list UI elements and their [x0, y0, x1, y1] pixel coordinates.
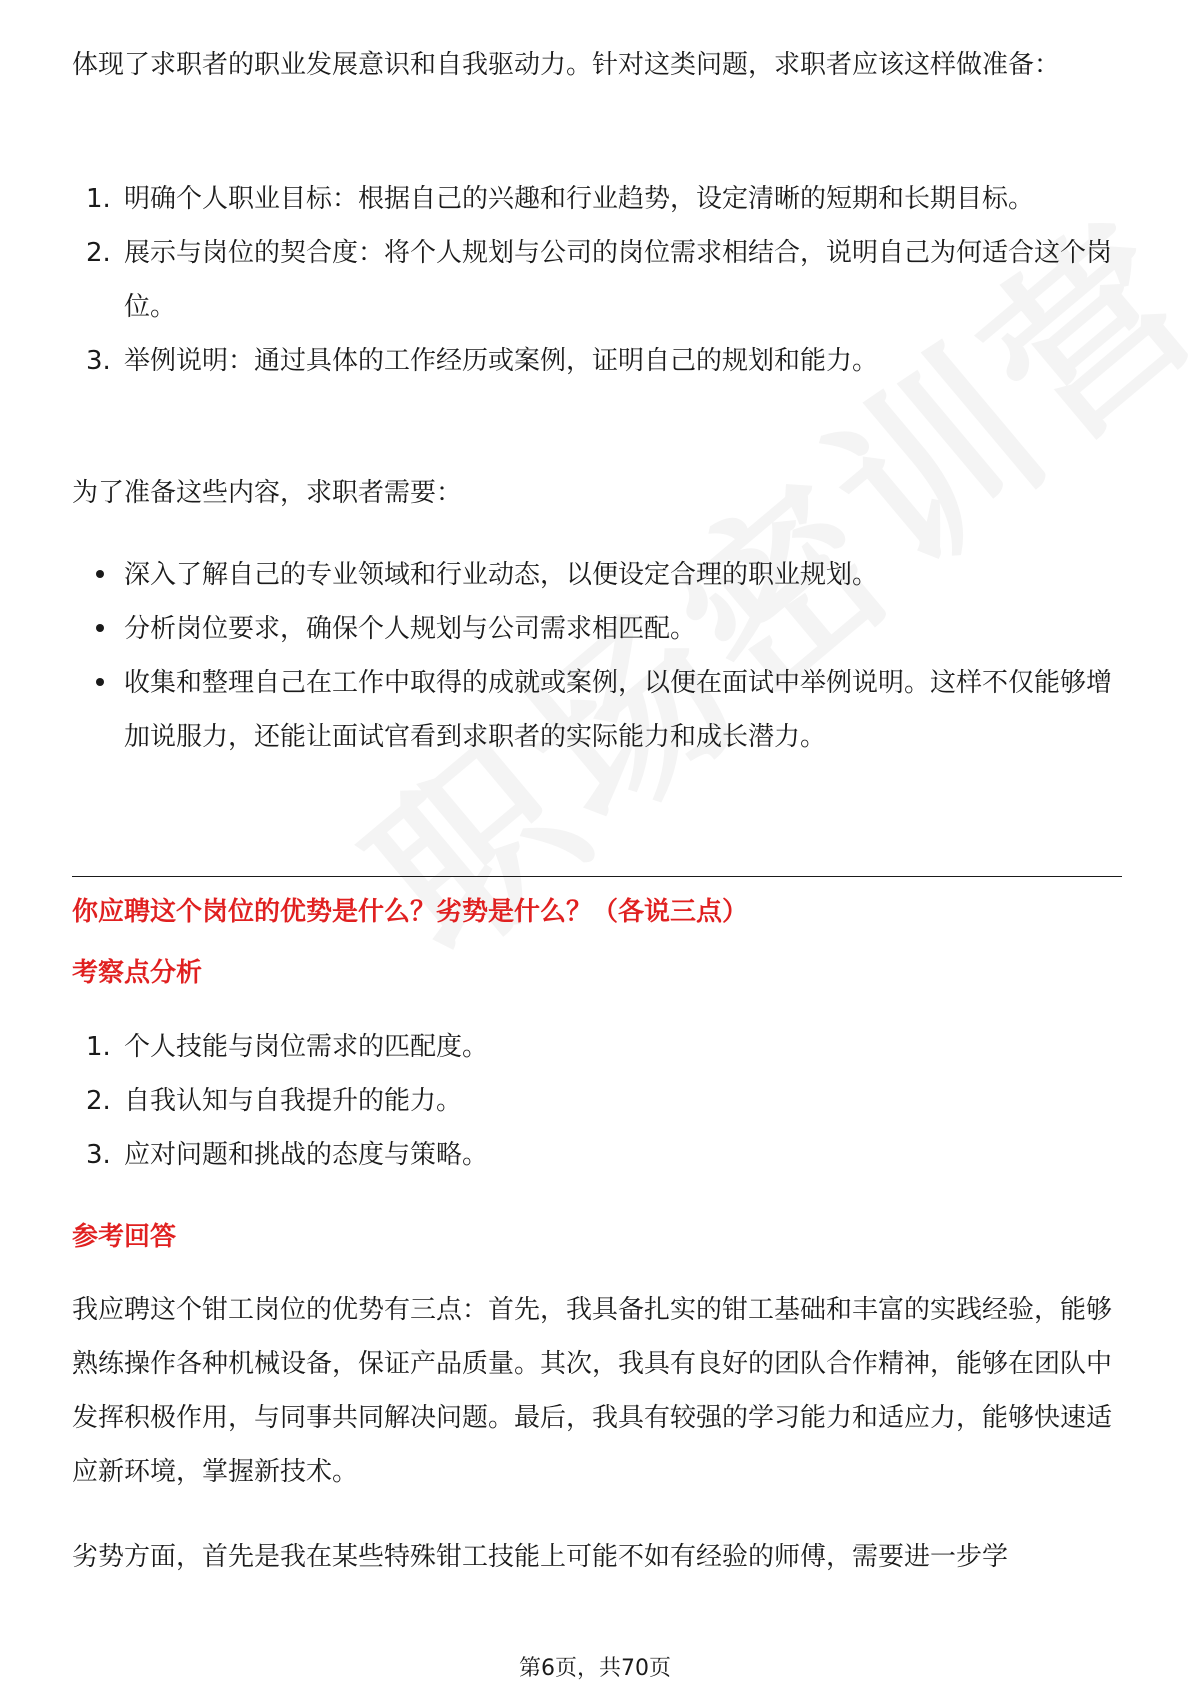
- list-item: [72, 1128, 1122, 1182]
- list-item: [72, 548, 1122, 602]
- bullet-icon: [96, 678, 104, 686]
- list-number: 2.: [86, 1086, 111, 1116]
- intro-paragraph: 体现了求职者的职业发展意识和自我驱动力。针对这类问题，求职者应该这样做准备：: [72, 50, 1061, 80]
- list-number: 1.: [86, 1032, 111, 1062]
- list-item: [72, 226, 1122, 334]
- list-item-text: 应对问题和挑战的态度与策略。: [124, 1140, 489, 1170]
- analysis-points-list: [72, 1020, 1122, 1182]
- page-number: 第6页，共70页: [519, 1656, 671, 1681]
- list-item-text: 分析岗位要求，确保个人规划与公司需求相匹配。: [124, 614, 697, 644]
- prep-steps-list: [72, 172, 1122, 388]
- list-item: [72, 1074, 1122, 1128]
- list-item: [72, 172, 1122, 226]
- list-item-text: 展示与岗位的契合度：将个人规划与公司的岗位需求相结合，说明自己为何适合这个岗位。: [124, 238, 1113, 322]
- list-item-text: 收集和整理自己在工作中取得的成就或案例，以便在面试中举例说明。这样不仅能够增加说服力，还能让面试官看到求职者的实际能力和成长潜力。: [124, 668, 1113, 752]
- list-item-text: 个人技能与岗位需求的匹配度。: [124, 1032, 489, 1062]
- list-item-text: 举例说明：通过具体的工作经历或案例，证明自己的规划和能力。: [124, 346, 879, 376]
- list-number: 2.: [86, 238, 111, 268]
- list-number: 1.: [86, 184, 111, 214]
- list-item: [72, 334, 1122, 388]
- bullet-icon: [96, 624, 104, 632]
- answer-paragraph: 劣势方面，首先是我在某些特殊钳工技能上可能不如有经验的师傅，需要进一步学: [72, 1542, 1009, 1572]
- bullet-icon: [96, 570, 104, 578]
- list-number: 3.: [86, 346, 111, 376]
- section-divider: [72, 876, 1122, 877]
- list-item-text: 自我认知与自我提升的能力。: [124, 1086, 463, 1116]
- list-item: [72, 1020, 1122, 1074]
- prep-needs-intro: 为了准备这些内容，求职者需要：: [72, 478, 463, 508]
- analysis-heading: 考察点分析: [72, 958, 203, 988]
- list-item-text: 明确个人职业目标：根据自己的兴趣和行业趋势，设定清晰的短期和长期目标。: [124, 184, 1035, 214]
- prep-needs-list: [72, 548, 1122, 764]
- list-item-text: 深入了解自己的专业领域和行业动态，以便设定合理的职业规划。: [124, 560, 879, 590]
- answer-paragraph: 我应聘这个钳工岗位的优势有三点：首先，我具备扎实的钳工基础和丰富的实践经验，能够熟练操作各种机械设备，保证产品质量。其次，我具有良好的团队合作精神，能够在团队中发挥积极作用，与同事共同解决问题。最后，我具有较强的学习能力和适应力，能够快速适应新环境，掌握新技术。: [72, 1295, 1113, 1487]
- list-item: [72, 602, 1122, 656]
- list-number: 3.: [86, 1140, 111, 1170]
- question-title: 你应聘这个岗位的优势是什么？劣势是什么？（各说三点）: [72, 897, 749, 927]
- answer-heading: 参考回答: [72, 1222, 177, 1252]
- list-item: [72, 656, 1122, 764]
